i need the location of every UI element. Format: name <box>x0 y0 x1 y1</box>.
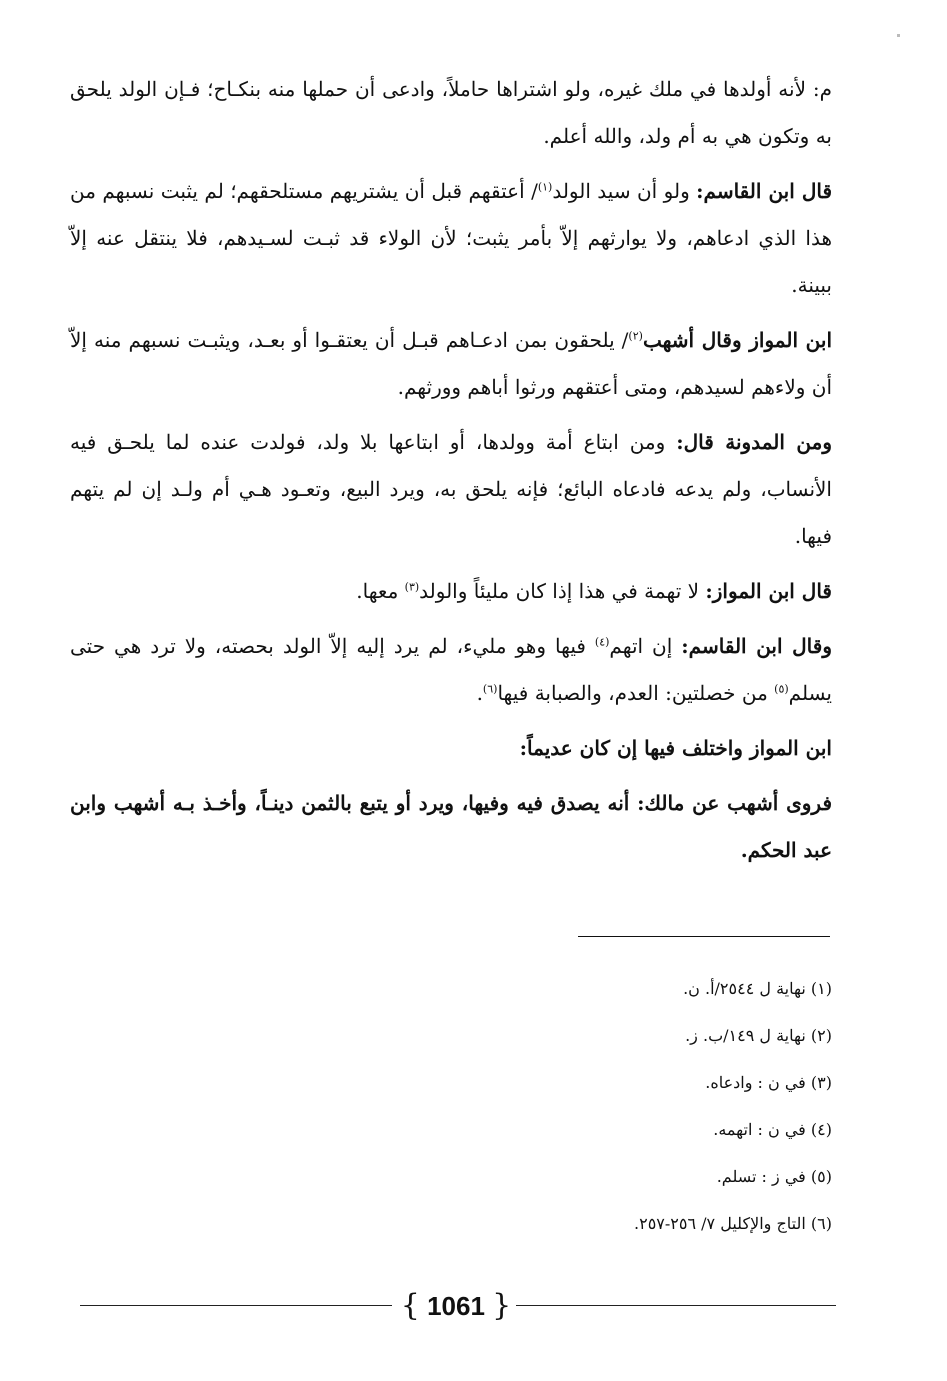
footnote-ref: (٢) <box>628 329 643 343</box>
paragraph-text: معها. <box>356 579 405 603</box>
paragraph-text: ولو أن سيد الولد <box>552 179 697 203</box>
paragraph-text: / أعتقهم قبل أن يشتريهم مستلحقهم؛ لم يثبت نسبهم من هذا الذي ادعاهم، ولا يوارثهم إلاّ بأمر يثبت؛ لأن الولاء قد ثبـت لسـيدهم، فلا ينتقل عنه إلاّ ببينة. <box>70 179 832 297</box>
paragraph-text: لا تهمة في هذا إذا كان مليئاً والولد <box>419 579 706 603</box>
paragraph-bold-text: وقال ابن القاسم: <box>681 634 832 658</box>
paragraph-text: / يلحقون بمن ادعـاهم قبـل أن يعتقـوا أو بعـد، ويثبـت نسبهم منه إلاّ أن ولاءهم لسيدهم، ومتى أعتقهم ورثوا أباهم وورثهم. <box>70 328 832 399</box>
paragraph <box>70 66 832 160</box>
page-number-brace-left: { <box>400 1288 420 1323</box>
footnote: (٤) في ن : اتهمه. <box>713 1120 832 1139</box>
paragraph-bold-text: أنه يصدق فيه وفيها، ويرد أو يتبع بالثمن دينـاً، وأخـذ بـه أشهب وابن عبد الحكم. <box>70 791 832 862</box>
paragraph <box>70 725 832 772</box>
paragraph-bold-text: ابن المواز وقال أشهب <box>642 328 832 352</box>
page-number-value: 1061 <box>427 1291 485 1321</box>
footnotes <box>132 965 832 1247</box>
scan-speck <box>897 34 900 37</box>
paragraph-text: فيها وهو مليء، لم يرد إليه إلاّ الولد بحصته، ولا ترد هي حتى يسلم <box>70 634 832 705</box>
paragraph-text: . <box>476 681 483 705</box>
body-text <box>70 66 832 882</box>
footnote: (٣) في ن : وادعاه. <box>705 1073 832 1092</box>
footnote-separator <box>578 936 830 937</box>
footnote-ref: (٦) <box>482 682 498 696</box>
paragraph <box>70 419 832 560</box>
paragraph-text: ومن ابتاع أمة وولدها، أو ابتاعها بلا ولد، فولدت عنده لما يلحـق فيه الأنساب، ولم يدعه فادعاه البائع؛ فإنه يلحق به، ويرد البيع، وتعـود هـي أم ولـد إن لم يتهم فيها. <box>70 430 832 548</box>
footnote-ref: (٤) <box>594 635 610 649</box>
page-number <box>396 1286 516 1326</box>
paragraph <box>70 317 832 411</box>
paragraph-text: م: لأنه أولدها في ملك غيره، ولو اشتراها حاملاً، وادعى أن حملها منه بنكـاح؛ فـإن الولد يلحق به وتكون هي به أم ولد، والله أعلم. <box>70 77 832 148</box>
paragraph-bold-text: قال ابن القاسم: <box>696 179 833 203</box>
footnote: (٢) نهاية ل ١٤٩/ب. ز. <box>685 1026 832 1045</box>
footer-rule-right <box>516 1305 836 1306</box>
footnote: (٥) في ز : تسلم. <box>716 1167 832 1186</box>
page-number-brace-right: } <box>492 1288 512 1323</box>
footnote: (١) نهاية ل ٢٥٤٤/أ. ن. <box>683 979 832 998</box>
paragraph <box>70 780 832 874</box>
paragraph <box>70 168 832 309</box>
paragraph-bold-text: ابن المواز واختلف فيها إن كان عديماً: <box>519 736 832 760</box>
paragraph-text: من خصلتين: العدم، والصبابة فيها <box>497 681 775 705</box>
paragraph-text: إن اتهم <box>609 634 682 658</box>
paragraph-bold-text: قال ابن المواز: <box>705 579 832 603</box>
paragraph <box>70 623 832 717</box>
footnote-ref: (١) <box>537 180 553 194</box>
paragraph-bold-text: ومن المدونة قال: <box>676 430 832 454</box>
paragraph-bold-text: فروى أشهب عن مالك: <box>637 791 833 815</box>
footnote-ref: (٥) <box>774 682 789 696</box>
footnote-ref: (٣) <box>404 580 420 594</box>
footnote: (٦) التاج والإكليل ٧/ ٢٥٦-٢٥٧. <box>634 1214 832 1233</box>
footer-rule-left <box>80 1305 392 1306</box>
paragraph <box>70 568 832 615</box>
